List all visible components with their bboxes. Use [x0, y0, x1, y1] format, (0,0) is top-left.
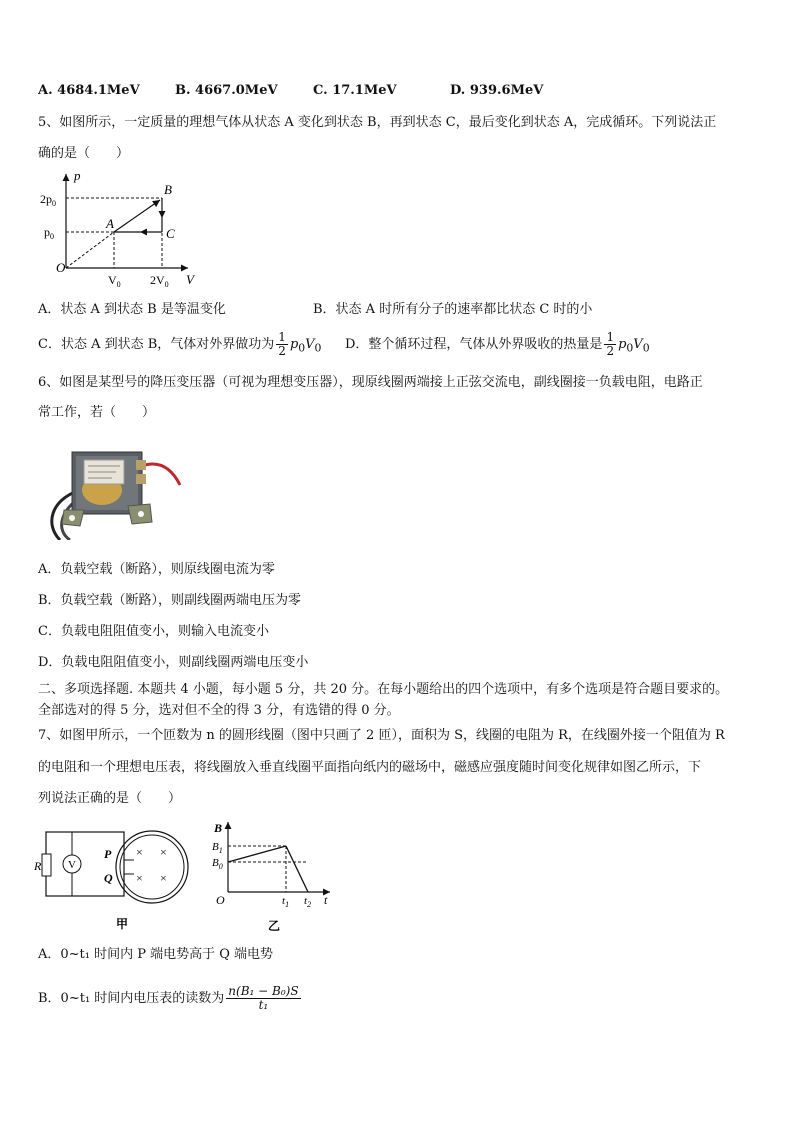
- pv-point-c: C: [166, 226, 175, 241]
- coil: [116, 831, 188, 903]
- pv-label-v0: V: [108, 273, 117, 287]
- svg-text:Q: Q: [104, 871, 113, 885]
- section2-line1: 二、多项选择题. 本题共 4 小题，每小题 5 分，共 20 分。在每小题给出的四个选项中，有多个选项是符合题目要求的。: [38, 682, 729, 697]
- caption-jia: 甲: [116, 917, 129, 931]
- svg-text:V0: $V_0$: [108, 273, 121, 289]
- pv-point-b: B: [164, 182, 172, 197]
- q5-stem-line2: 确的是（ ）: [38, 146, 130, 161]
- q5-pv-diagram: [36, 168, 206, 293]
- svg-text:×: ×: [160, 871, 167, 885]
- section2-line2: 全部选对的得 5 分，选对但不全的得 3 分，有选错的得 0 分。: [38, 703, 400, 718]
- svg-text:2p0: $2p_0$: [40, 192, 56, 208]
- svg-text:t: t: [324, 893, 328, 907]
- q6-option-a: A．负载空载（断路），则原线圈电流为零: [38, 562, 275, 577]
- svg-text:B0: $B_0$: [212, 857, 223, 871]
- svg-text:×: ×: [160, 845, 167, 859]
- transformer-photo: [40, 430, 190, 540]
- q5-stem-line1: 5、如图所示，一定质量的理想气体从状态 A 变化到状态 B，再到状态 C，最后变化到状态 A，完成循环。下列说法正: [38, 115, 717, 130]
- svg-text:2V0: $2V_0$: [150, 273, 169, 289]
- resistor-r: [42, 854, 51, 876]
- q6-stem-line1: 6、如图是某型号的降压变压器（可视为理想变压器），现原线圈两端接上正弦交流电，副线圈接一负载电阻，电路正: [38, 375, 703, 390]
- q6-stem-line2: 常工作，若（ ）: [38, 405, 156, 420]
- q6-option-c: C．负载电阻阻值变小，则输入电流变小: [38, 624, 269, 639]
- q5-option-a: A．状态 A 到状态 B 是等温变化: [38, 302, 226, 317]
- svg-text:P: P: [104, 847, 112, 861]
- pv-label-2p0: 2p: [40, 192, 52, 206]
- q7-stem-line3: 列说法正确的是（ ）: [38, 791, 182, 806]
- bt-fall: [286, 846, 308, 892]
- q7-option-a: A．0~t₁ 时间内 P 端电势高于 Q 端电势: [38, 947, 274, 962]
- q7-stem-line1: 7、如图甲所示，一个匝数为 n 的圆形线圈（图中只画了 2 匝），面积为 S，线圈的电阻为 R，在线圈外接一个阻值为 R: [38, 728, 725, 743]
- q7-option-b: B．0~t₁ 时间内电压表的读数为 $\frac{\text{n(B₁ − B₀)S}}{\text{t₁}}$: [38, 984, 299, 1012]
- svg-text:B1: $B_1$: [212, 841, 223, 855]
- q7-figure-jia: [34, 822, 194, 937]
- bt-rise: [228, 846, 286, 862]
- caption-yi: 乙: [268, 919, 281, 933]
- pv-label-2v0: 2V: [150, 273, 165, 287]
- pv-label-p: p: [74, 168, 81, 183]
- q5-option-c: C．状态 A 到状态 B，气体对外界做功为 $\frac{1}{2}$ $p_0V_0$: [38, 330, 322, 358]
- q6-option-b: B．负载空载（断路），则副线圈两端电压为零: [38, 593, 302, 608]
- q4-option-d: D. 939.6MeV: [450, 83, 544, 98]
- pv-process-ab: [114, 200, 160, 232]
- svg-text:t2: $t_2$: [304, 895, 312, 909]
- pv-label-p0: p: [44, 225, 50, 239]
- q7-figure-yi: [210, 818, 340, 936]
- q5-option-b: B．状态 A 时所有分子的速率都比状态 C 时的小: [313, 302, 593, 317]
- svg-text:B: B: [214, 821, 223, 835]
- svg-text:×: ×: [136, 871, 143, 885]
- q4-option-a: A. 4684.1MeV: [38, 83, 140, 98]
- svg-text:p0: $p_0$: [44, 225, 54, 241]
- svg-text:O: O: [216, 893, 225, 907]
- svg-text:×: ×: [136, 845, 143, 859]
- q4-option-c: C. 17.1MeV: [313, 83, 397, 98]
- q6-option-d: D．负载电阻阻值变小，则副线圈两端电压变小: [38, 655, 309, 670]
- svg-text:t1: $t_1$: [282, 895, 290, 909]
- pv-point-a: A: [106, 216, 114, 231]
- svg-text:R: R: [34, 859, 42, 873]
- pv-label-v: V: [186, 272, 194, 287]
- q5-option-d: D．整个循环过程，气体从外界吸收的热量是 $\frac{1}{2}$ $p_0V_0$: [345, 330, 650, 358]
- svg-text:V: V: [68, 859, 76, 871]
- pv-label-origin: O: [56, 260, 66, 275]
- q4-option-b: B. 4667.0MeV: [175, 83, 278, 98]
- q7-stem-line2: 的电阻和一个理想电压表，将线圈放入垂直线圈平面指向纸内的磁场中，磁感应强度随时间变化规律如图乙所示，下: [38, 760, 702, 775]
